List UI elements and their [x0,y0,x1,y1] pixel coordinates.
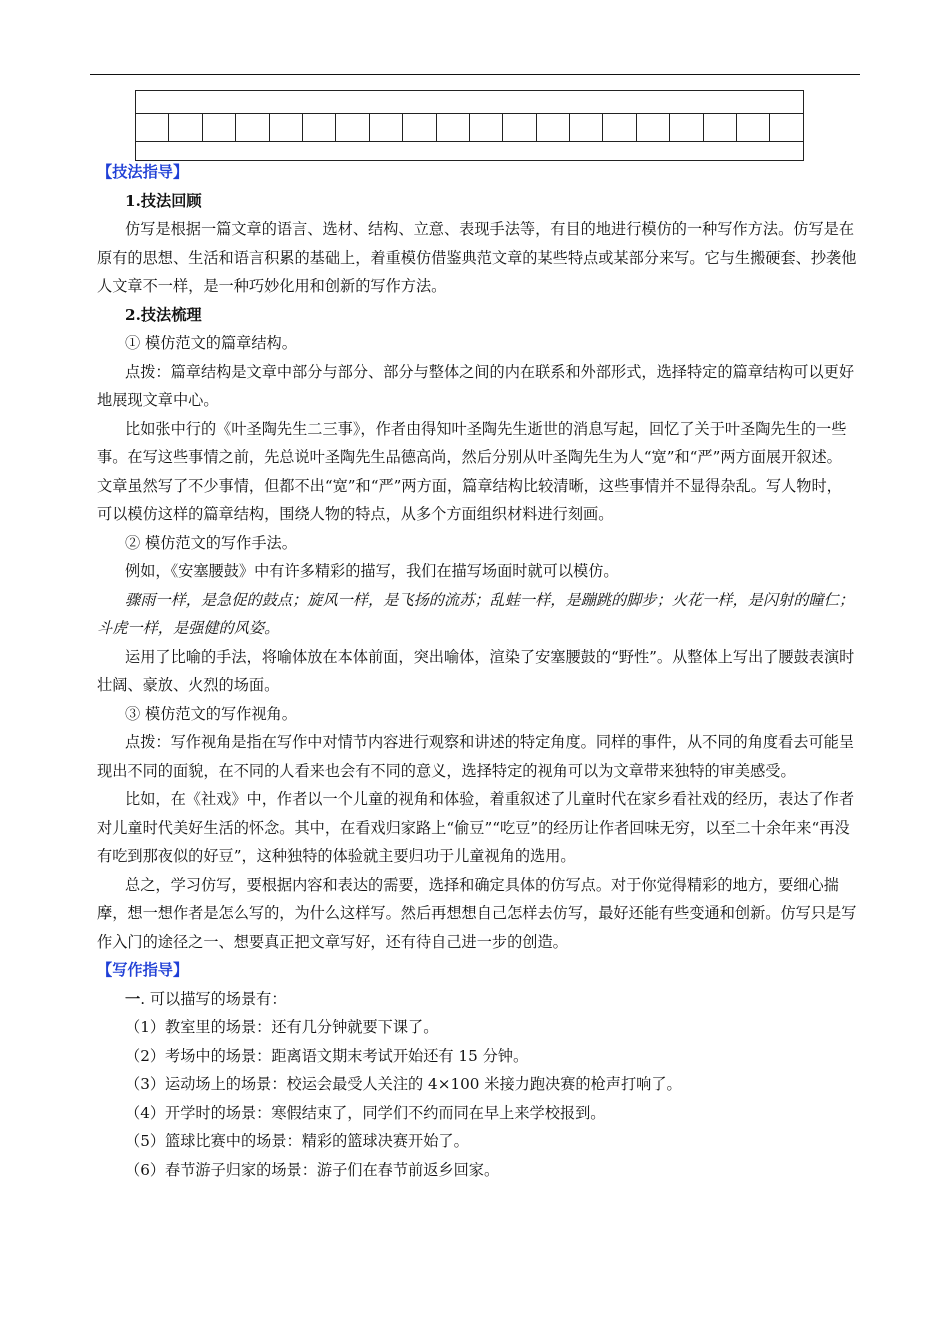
paragraph: 总之，学习仿写，要根据内容和表达的需要，选择和确定具体的仿写点。对于你觉得精彩的地方，要细心揣摩，想一想作者是怎么写的，为什么这样写。然后再想想自己怎样去仿写，最好还能有些变通和创新。仿写只是写作入门的途径之一、想要真正把文章写好，还有待自己进一步的创造。 [97,875,857,951]
scene-lead [97,985,857,1014]
section-heading-xiezuo: 【写作指导】 [97,961,189,979]
list-item: （2）考场中的场景：距离语文期末考试开始还有 15 分钟。 [125,1046,529,1065]
method-1: ① 模仿范文的篇章结构。 [125,334,297,352]
subheading-outline: 2.技法梳理 [125,305,202,324]
paragraph: 比如张中行的《叶圣陶先生二三事》，作者由得知叶圣陶先生逝世的消息写起，回忆了关于叶圣陶先生的一些事。在写这些事情之前，先总说叶圣陶先生品德高尚，然后分别从叶圣陶先生为人“宽”和“严”两方面展开叙述。文章虽然写了不少事情，但都不出“宽”和“严”两方面，篇章结构比较清晰，这些事情并不显得杂乱。写人物时，可以模仿这样的篇章结构，围绕人物的特点，从多个方面组织材料进行刻画。 [97,419,847,523]
quote: 骤雨一样，是急促的鼓点；旋风一样，是飞扬的流苏；乱蛙一样，是蹦跳的脚步；火花一样，是闪射的瞳仁；斗虎一样，是强健的风姿。 [97,590,854,637]
paragraph: 例如，《安塞腰鼓》中有许多精彩的描写，我们在描写场面时就可以模仿。 [125,562,619,580]
grid-cell-row [136,114,804,142]
paragraph: 点拨：篇章结构是文章中部分与部分、部分与整体之间的内在联系和外部形式，选择特定的篇章结构可以更好地展现文章中心。 [97,362,854,409]
writing-grid [135,90,804,161]
grid-top-row [136,91,804,114]
header-rule [90,74,860,75]
method-3: ③ 模仿范文的写作视角。 [125,704,297,723]
section-heading-jifa: 【技法指导】 [97,163,189,181]
paragraph: 比如，在《社戏》中，作者以一个儿童的视角和体验，着重叙述了儿童时代在家乡看社戏的经历，表达了作者对儿童时代美好生活的怀念。其中，在看戏归家路上“偷豆”“吃豆”的经历让作者回味无穷，以至二十余年来“再没有吃到那夜似的好豆”，这种独特的体验就主要归功于儿童视角的选用。 [97,790,854,865]
list-item: （1）教室里的场景：还有几分钟就要下课了。 [125,1018,439,1036]
list-item: （5）篮球比赛中的场景：精彩的篮球决赛开始了。 [125,1132,469,1150]
paragraph: 仿写是根据一篇文章的语言、选材、结构、立意、表现手法等，有目的地进行模仿的一种写作方法。仿写是在原有的思想、生活和语言积累的基础上，着重模仿借鉴典范文章的某些特点或某部分来写。它与生搬硬套、抄袭他人文章不一样，是一种巧妙化用和创新的写作方法。 [97,220,857,295]
list-item: （3）运动场上的场景：校运会最受人关注的 4×100 米接力跑决赛的枪声打响了。 [125,1075,682,1093]
paragraph: 点拨：写作视角是指在写作中对情节内容进行观察和讲述的特定角度。同样的事件，从不同的角度看去可能呈现出不同的面貌，在不同的人看来也会有不同的意义，选择特定的视角可以为文章带来独特的审美感受。 [97,733,854,780]
subheading-review: 1.技法回顾 [125,191,202,210]
page-content [97,158,857,1184]
scene-lead-text: . 可以描写的场景有： [140,989,287,1008]
method-2: ② 模仿范文的写作手法。 [125,533,297,552]
list-item: （4）开学时的场景：寒假结束了，同学们不约而同在早上来学校报到。 [125,1103,606,1122]
list-item: （6）春节游子归家的场景：游子们在春节前返乡回家。 [125,1160,500,1179]
paragraph: 运用了比喻的手法，将喻体放在本体前面，突出喻体，渲染了安塞腰鼓的“野性”。从整体上写出了腰鼓表演时壮阔、豪放、火烈的场面。 [97,647,855,694]
scene-lead-number: 一 [125,989,141,1008]
